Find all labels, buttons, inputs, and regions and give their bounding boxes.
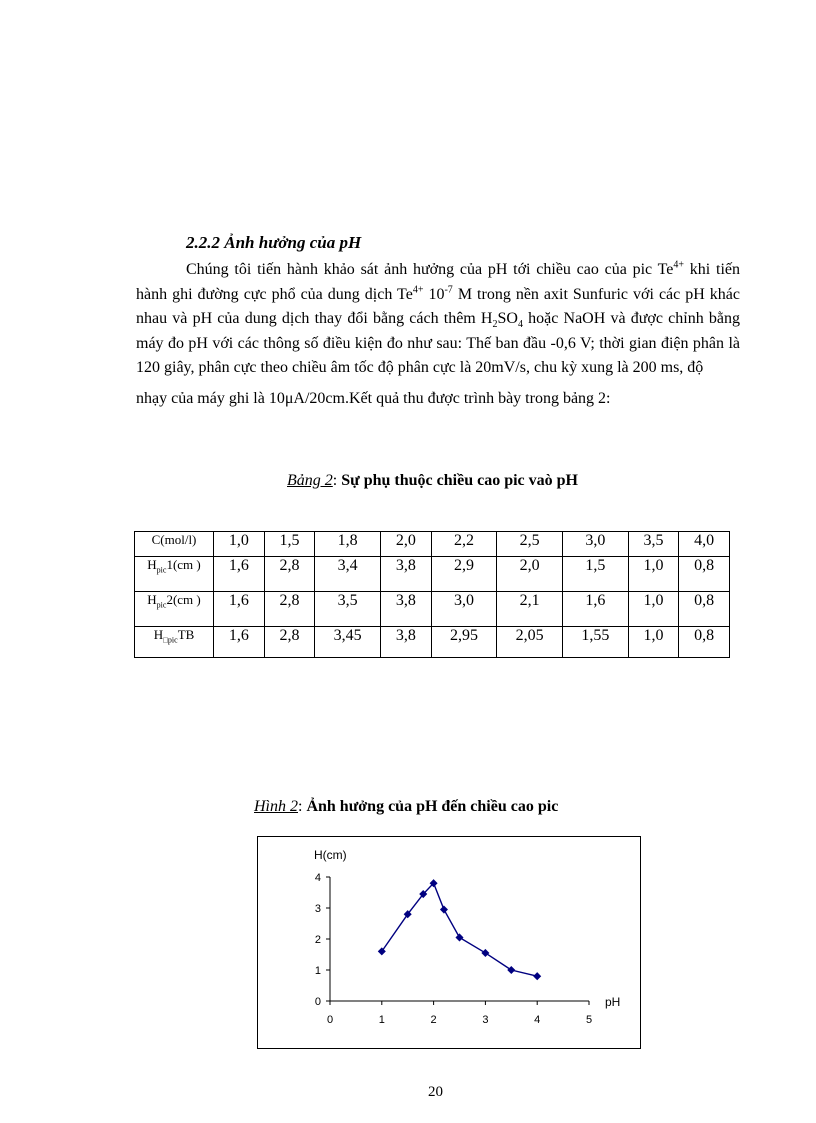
figure-caption-title: Ảnh hưởng của pH đến chiều cao pic	[306, 798, 559, 815]
table-cell: 3,8	[380, 627, 431, 658]
table-cell: 4,0	[679, 532, 730, 557]
table-cell: 0,8	[679, 627, 730, 658]
table-caption	[287, 472, 578, 490]
table-cell: 1,6	[214, 557, 265, 592]
data-point	[456, 934, 463, 941]
text-run: Chúng tôi tiến hành khảo sát ảnh hưởng của pH tới chiều cao của pic Te	[186, 261, 674, 278]
row-header-text: 2(cm )	[166, 592, 201, 607]
paragraph-text	[136, 258, 740, 412]
superscript: -7	[444, 284, 453, 296]
row-header-text: H	[153, 627, 164, 642]
caption-separator: :	[298, 798, 307, 815]
table-cell: 3,5	[628, 532, 679, 557]
text-run: khi tiến hành ghi đường cực phổ của dung dịch Te	[136, 261, 740, 303]
figure-caption	[254, 798, 558, 816]
table-cell: 1,6	[214, 627, 265, 658]
table-cell: 2,05	[497, 627, 563, 658]
table-cell: 3,8	[380, 592, 431, 627]
row-header-subscript: pic	[156, 600, 167, 610]
superscript: 4+	[673, 259, 685, 271]
y-tick-label: 2	[314, 934, 321, 946]
table-cell: 3,8	[380, 557, 431, 592]
text-run: SO	[497, 310, 518, 328]
row-header	[135, 592, 214, 627]
table-cell: 3,5	[315, 592, 381, 627]
text-run: hoặc NaOH và được chỉnh bằng máy đo pH với các thông số điều kiện đo như sau: Thế ban đầu -0,6 V; thời gian điện phân là 120 giây, phân cực theo chiều âm tốc độ phân cực là 20mV/s, chu kỳ xung là 200 ms, độ	[136, 310, 741, 377]
subscript: 2	[492, 319, 498, 331]
y-tick-label: 0	[314, 996, 321, 1008]
y-axis-label: H(cm)	[314, 848, 347, 862]
table-cell: 2,9	[431, 557, 497, 592]
x-tick-label: 2	[430, 1014, 437, 1026]
table-cell: 0,8	[679, 592, 730, 627]
table-cell: 1,6	[214, 592, 265, 627]
table-cell: 3,0	[431, 592, 497, 627]
y-tick-label: 3	[314, 903, 321, 915]
row-header-text: 1(cm )	[166, 557, 201, 572]
row-header-text: H	[147, 592, 157, 607]
series-line	[382, 883, 537, 976]
y-tick-label: 1	[314, 965, 321, 977]
row-header-subscript: □pic	[163, 635, 178, 645]
table-cell: 2,2	[431, 532, 497, 557]
table-cell: 2,95	[431, 627, 497, 658]
table-row	[135, 532, 730, 557]
x-tick-label: 4	[534, 1014, 541, 1026]
x-tick-label: 0	[326, 1014, 334, 1026]
table-cell: 2,8	[264, 627, 315, 658]
table-row	[135, 592, 730, 627]
y-tick-label: 4	[314, 872, 321, 884]
table-cell: 3,45	[315, 627, 381, 658]
superscript: 4+	[412, 284, 424, 296]
table-cell: 1,0	[214, 532, 265, 557]
table-caption-label: Bảng 2	[287, 472, 333, 489]
body-paragraph	[136, 258, 740, 412]
table-cell: 0,8	[679, 557, 730, 592]
data-point	[534, 973, 541, 980]
table-cell: 2,1	[497, 592, 563, 627]
text-run: 10	[423, 285, 445, 303]
data-point	[440, 906, 447, 913]
line-chart	[258, 837, 640, 1048]
x-axis-label: pH	[605, 995, 621, 1009]
table-cell: 1,0	[628, 592, 679, 627]
page-number: 20	[428, 1084, 443, 1100]
figure-caption-label: Hình 2	[254, 798, 298, 815]
paragraph-last-line: nhạy của máy ghi là 10μA/20cm.Kết quả thu được trình bày trong bảng 2:	[136, 389, 611, 407]
x-tick-label: 3	[482, 1014, 489, 1026]
table-cell: 2,8	[264, 592, 315, 627]
table-cell: 2,8	[264, 557, 315, 592]
table-cell: 1,5	[264, 532, 315, 557]
row-header-text: H	[147, 557, 157, 572]
table-caption-title: Sự phụ thuộc chiều cao pic vaò pH	[341, 472, 578, 489]
table-cell: 1,0	[628, 627, 679, 658]
table-cell: 3,4	[315, 557, 381, 592]
caption-separator: :	[332, 472, 342, 489]
row-header	[135, 627, 214, 658]
table-cell: 2,0	[380, 532, 431, 557]
table-cell: 1,8	[315, 532, 381, 557]
data-point	[482, 949, 489, 956]
row-header-subscript: pic	[156, 565, 167, 575]
row-header-text: TB	[177, 627, 195, 642]
section-heading: 2.2.2 Ảnh hưởng của pH	[186, 233, 362, 252]
data-table	[134, 531, 730, 658]
table-cell: 2,5	[497, 532, 563, 557]
table-cell: 3,0	[562, 532, 628, 557]
x-tick-label: 5	[585, 1014, 593, 1026]
subscript: 4	[517, 319, 523, 331]
table-cell: 1,55	[562, 627, 628, 658]
table-row	[135, 627, 730, 658]
x-tick-label: 1	[378, 1014, 385, 1026]
text-run: M trong nền axit Sunfuric với các pH khác nhau và pH của dung dịch thay đổi bằng cách thêm H	[136, 285, 741, 328]
table-cell: 2,0	[497, 557, 563, 592]
chart-frame	[257, 836, 641, 1049]
data-point	[508, 966, 515, 973]
table-row	[135, 557, 730, 592]
table-cell: 1,5	[562, 557, 628, 592]
row-header	[135, 532, 214, 557]
table-cell: 1,6	[562, 592, 628, 627]
row-header	[135, 557, 214, 592]
row-header-text: C(mol/l)	[151, 532, 197, 547]
table-cell: 1,0	[628, 557, 679, 592]
